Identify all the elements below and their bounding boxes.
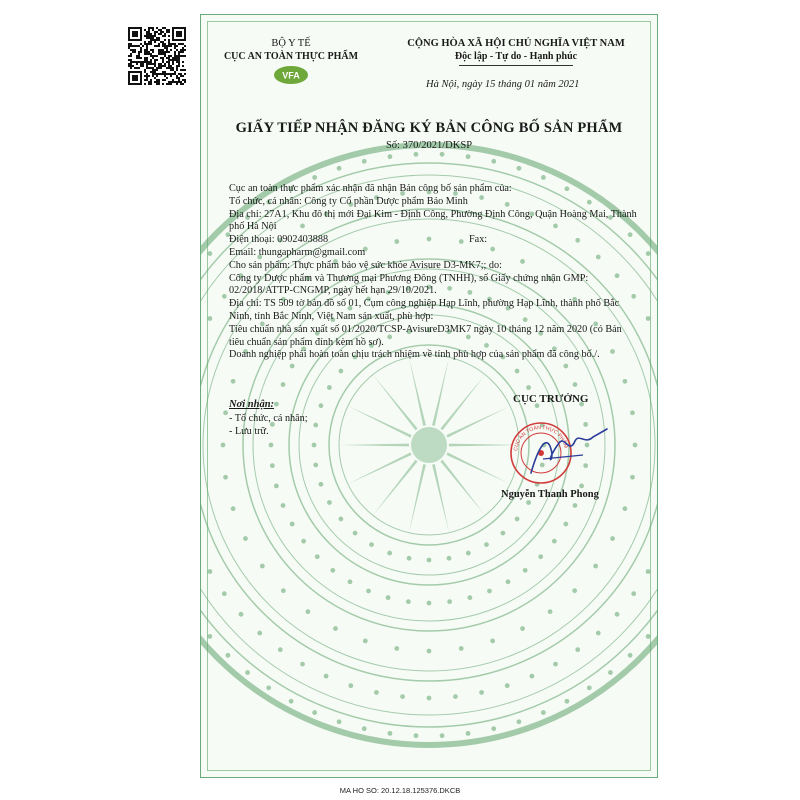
- document-body: [229, 183, 639, 362]
- recipient-item: - Tổ chức, cá nhân;: [229, 413, 308, 424]
- dossier-code: MA HO SO: 20.12.18.125376.DKCB: [339, 786, 461, 795]
- intro-text: Cục an toàn thực phẩm xác nhận đã nhận Bản công bố sản phẩm của:: [229, 183, 512, 194]
- agency-name: CỤC AN TOÀN THỰC PHẨM: [223, 51, 359, 62]
- certificate-page: [200, 14, 658, 778]
- fax-text: Fax:: [469, 234, 488, 246]
- document-title: GIẤY TIẾP NHẬN ĐĂNG KÝ BẢN CÔNG BỐ SẢN PHẨM: [235, 120, 623, 136]
- country-block: [381, 37, 651, 63]
- ministry-name: BỘ Y TẾ: [271, 38, 311, 49]
- qr-code-icon: [128, 27, 186, 85]
- motto: Độc lập - Tự do - Hạnh phúc: [454, 51, 578, 62]
- product-text: Cho sản phẩm: Thực phẩm bảo vệ sức khỏe Avisure D3-MK7;; do:: [229, 259, 502, 271]
- recipient-item: - Lưu trữ.: [229, 425, 269, 437]
- phone-text: Điện thoại: 0902403888: [229, 234, 329, 246]
- recipients-title: Nơi nhận:: [229, 399, 275, 410]
- country-name: CỘNG HÒA XÃ HỘI CHỦ NGHĨA VIỆT NAM: [407, 38, 625, 49]
- manufacturer-text: Công ty Dược phẩm và Thương mại Phương Đông (TNHH), số Giấy chứng nhận GMP: 02/2018/ATTP-CNGMP, ngày hết hạn 29/10/2021.: [229, 272, 589, 297]
- recipients-list: [229, 413, 308, 439]
- official-seal-icon: [503, 415, 613, 487]
- email-text: Email: thungapharm@gmail.com: [229, 246, 366, 258]
- document-number: Số: 370/2021/DKSP: [385, 140, 473, 151]
- ministry-block: [201, 37, 381, 63]
- standard-text: Tiêu chuẩn nhà sản xuất số 01/2020/TCSP-AvisureD3MK7 ngày 10 tháng 12 năm 2020 (có Bản tiêu chuẩn sản phẩm đính kèm hồ sơ).: [229, 323, 622, 348]
- issue-date: Hà Nội, ngày 15 tháng 01 năm 2021: [426, 79, 580, 90]
- address-text: Địa chỉ: 27A1, Khu đô thị mới Đại Kim - Định Công, Phường Định Công, Quận Hoàng Mai, Thành phố Hà Nội: [229, 208, 637, 233]
- logo-text: VFA: [282, 70, 300, 81]
- signer-role: CỤC TRƯỞNG: [513, 393, 589, 405]
- manufacturer-address-text: Địa chỉ: TS 509 tờ bản đồ số 01, Cụm công nghiệp Hạp Lĩnh, phường Hạp Lĩnh, thành phố Bắc Ninh, tỉnh Bắc Ninh, Việt Nam sản xuất, phù hợp:: [229, 298, 620, 322]
- organization-text: Tổ chức, cá nhân: Công ty Cổ phần Dược phẩm Bảo Minh: [229, 195, 468, 207]
- contact-row: [229, 234, 639, 247]
- responsibility-text: Doanh nghiệp phải hoàn toàn chịu trách nhiệm về tính phù hợp của sản phẩm đã công bố./.: [229, 349, 600, 361]
- signer-name: Nguyễn Thanh Phong: [501, 489, 599, 500]
- vfa-logo-icon: [273, 65, 309, 85]
- seal-text: CỤC AN TOÀN THỰC PHẨM: [513, 424, 569, 452]
- motto-underline: [459, 65, 573, 66]
